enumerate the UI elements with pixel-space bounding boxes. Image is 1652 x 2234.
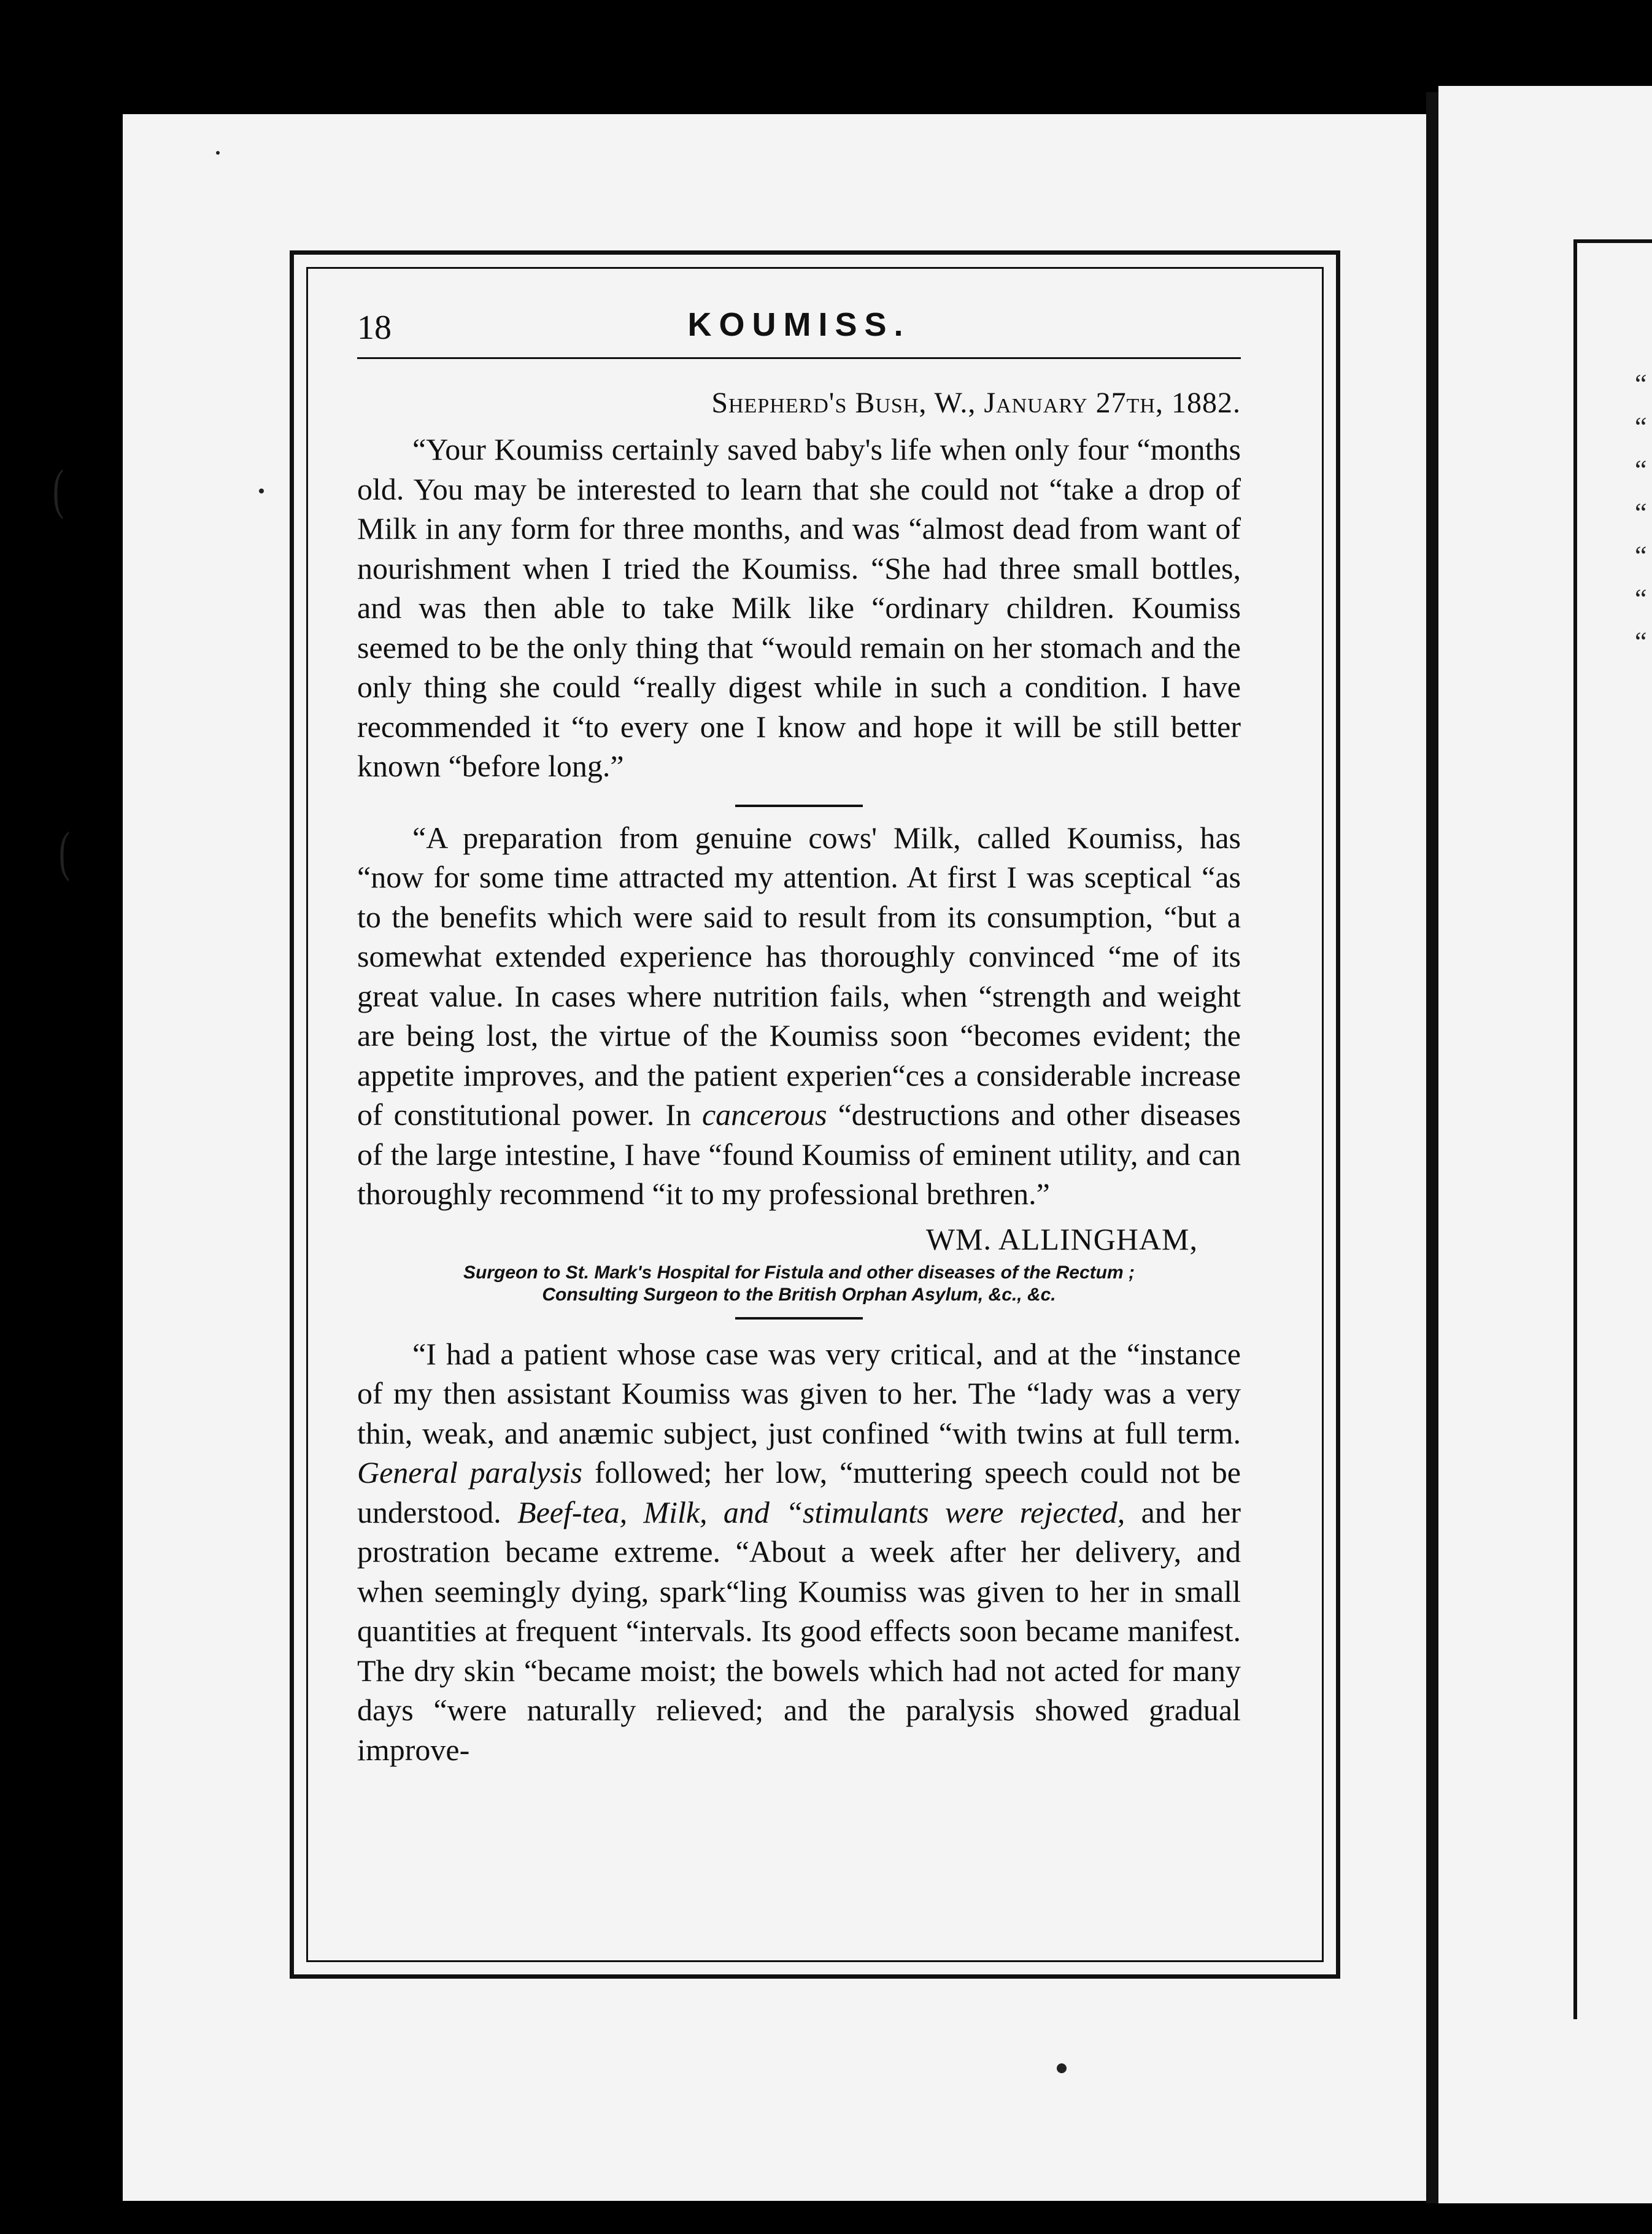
right-page-frame-top bbox=[1573, 239, 1652, 243]
signature: WM. ALLINGHAM, bbox=[925, 1221, 1198, 1256]
quote-mark: “ bbox=[1635, 541, 1647, 571]
gutter bbox=[1426, 92, 1438, 2203]
page-header bbox=[357, 303, 1241, 350]
margin-mark: ( bbox=[58, 821, 70, 882]
page-content bbox=[357, 303, 1241, 1769]
quote-mark: “ bbox=[1635, 498, 1647, 528]
dateline: Shepherd's Bush, W., January 27th, 1882. bbox=[711, 387, 1241, 419]
right-page-frame bbox=[1573, 239, 1577, 2019]
credentials-line-1: Surgeon to St. Mark's Hospital for Fistula and other diseases of the Rectum ; bbox=[463, 1262, 1135, 1283]
separator-rule bbox=[735, 1317, 863, 1320]
testimonial-2-text-cont: “destructions and other diseases of the large intestine, I have “found Koumiss of eminent utility, and can thoroughly recommend “it to my professional brethren.” bbox=[357, 1097, 1241, 1211]
margin-mark: ( bbox=[52, 459, 64, 520]
testimonial-1: “Your Koumiss certainly saved baby's life when only four “months old. You may be interested to learn that she could not “take a drop of Milk in any form for three months, and was “almost dead from want of nourishment when I tried the Koumiss. “She had three small bottles, and was then able to take Milk like “ordinary children. Koumiss seemed to be the only thing that “would remain on her stomach and the only thing she could “really digest while in such a condition. I have recommended it “to every one I know and hope it will be still better known “before long.” bbox=[357, 432, 1241, 783]
page-inner-border bbox=[306, 267, 1324, 1962]
testimonial-3-text: “I had a patient whose case was very critical, and at the “instance of my then assistant Koumiss was given to her. The “lady was a very thin, weak, and anæmic subject, just confined “with twins at full term. bbox=[357, 1336, 1241, 1450]
right-page bbox=[1438, 86, 1652, 2203]
page-number: 18 bbox=[357, 309, 392, 347]
separator-rule bbox=[735, 805, 863, 807]
quote-mark: “ bbox=[1635, 412, 1647, 442]
credentials bbox=[357, 1262, 1241, 1306]
testimonial-3-italic-2: Beef-tea, Milk, and “stimulants were rejected, bbox=[517, 1494, 1125, 1529]
quote-mark: “ bbox=[1635, 455, 1647, 485]
credentials-line-2: Consulting Surgeon to the British Orphan Asylum, &c., &c. bbox=[542, 1284, 1056, 1305]
quote-mark: “ bbox=[1635, 369, 1647, 399]
header-rule bbox=[357, 357, 1241, 359]
quote-mark: “ bbox=[1635, 627, 1647, 657]
testimonial-2 bbox=[357, 818, 1241, 1214]
running-title: KOUMISS. bbox=[687, 306, 911, 343]
testimonial-3-text-cont: followed; her low, “muttering speech could not be understood. bbox=[357, 1455, 1241, 1529]
testimonial-2-text: “A preparation from genuine cows' Milk, called Koumiss, has “now for some time attracted my attention. At first I was sceptical “as to the benefits which were said to result from its consumption, “but a somewhat extended experience has thoroughly convinced “me of its great value. In cases where nutrition fails, when “strength and weight are being lost, the virtue of the Koumiss soon “becomes evident; the appetite improves, and the patient experien“ces a considerable increase of constitutional power. In bbox=[357, 820, 1241, 1132]
quote-mark: “ bbox=[1635, 584, 1647, 614]
page-border bbox=[290, 250, 1340, 1979]
testimonial-3-italic-1: General paralysis bbox=[357, 1455, 582, 1490]
testimonial-3 bbox=[357, 1334, 1241, 1770]
testimonial-3-text-end: and her prostration became extreme. “About a week after her delivery, and when seemingly dying, spark“ling Koumiss was given to her in small quantities at frequent “intervals. Its good effects soon became manifest. The dry skin “became moist; the bowels which had not acted for many days “were naturally relieved; and the paralysis showed gradual improve- bbox=[357, 1494, 1241, 1767]
ink-speck bbox=[216, 151, 220, 155]
testimonial-2-italic: cancerous bbox=[701, 1097, 827, 1132]
ink-speck bbox=[259, 489, 264, 493]
ink-speck bbox=[1057, 2063, 1067, 2073]
